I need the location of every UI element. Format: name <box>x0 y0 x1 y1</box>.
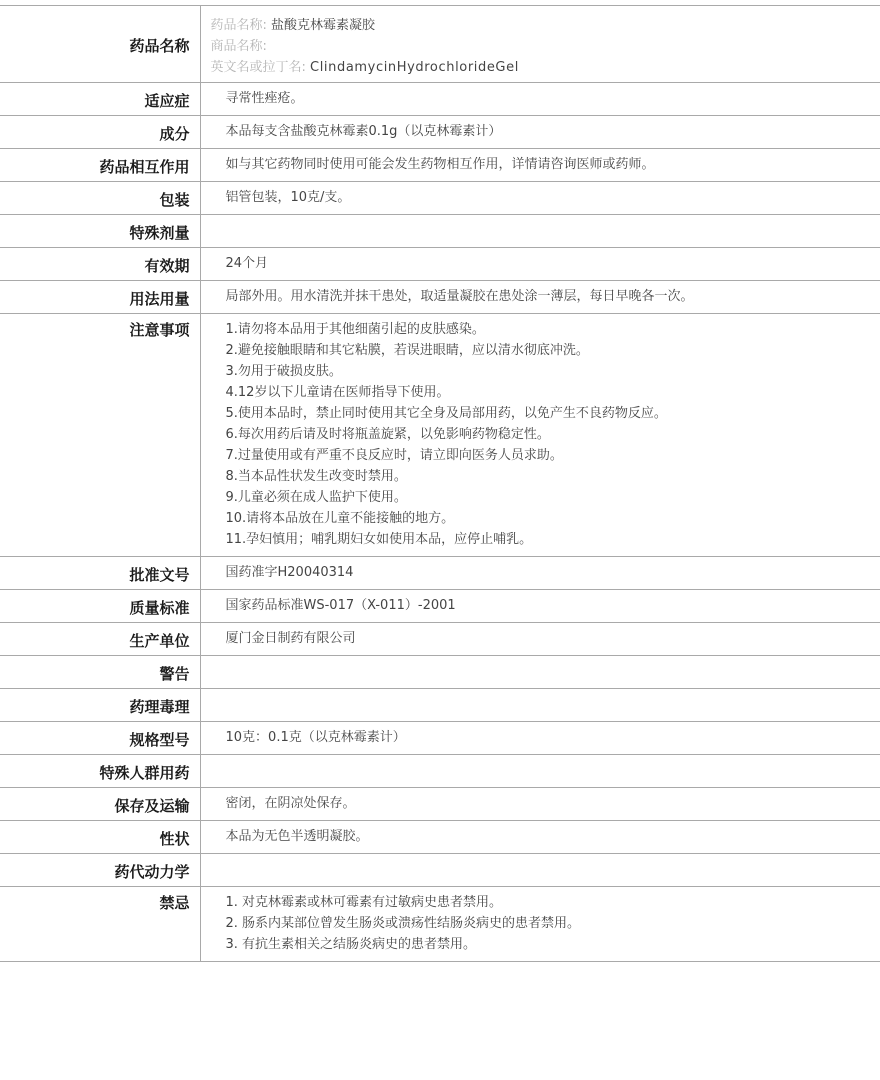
precaution-item: 9.儿童必须在成人监护下使用。 <box>225 490 407 505</box>
row-value: 本品每支含盐酸克林霉素0.1g（以克林霉素计） <box>200 116 880 149</box>
precaution-item: 8.当本品性状发生改变时禁用。 <box>225 469 407 484</box>
row-specification <box>0 722 880 755</box>
precaution-item: 11.孕妇慎用；哺乳期妇女如使用本品，应停止哺乳。 <box>225 532 533 547</box>
contraindication-item: 3. 有抗生素相关之结肠炎病史的患者禁用。 <box>225 937 477 952</box>
row-value: 铝管包装，10克/支。 <box>200 182 880 215</box>
row-drug-name <box>0 6 880 83</box>
row-description <box>0 821 880 854</box>
row-value: 本品为无色半透明凝胶。 <box>200 821 880 854</box>
row-value <box>200 215 880 248</box>
drug-spec-table <box>0 5 880 962</box>
row-storage <box>0 788 880 821</box>
row-pharmacology <box>0 689 880 722</box>
precaution-item: 3.勿用于破损皮肤。 <box>225 364 342 379</box>
english-name-line <box>211 57 880 78</box>
precaution-item: 7.过量使用或有严重不良反应时，请立即向医务人员求助。 <box>225 448 563 463</box>
row-value: 寻常性痤疮。 <box>200 83 880 116</box>
row-ingredients <box>0 116 880 149</box>
row-label: 有效期 <box>0 248 200 281</box>
english-name-label: 英文名或拉丁名: <box>210 60 306 75</box>
row-value: 局部外用。用水清洗并抹干患处，取适量凝胶在患处涂一薄层，每日早晚各一次。 <box>200 281 880 314</box>
row-value: 密闭，在阴凉处保存。 <box>200 788 880 821</box>
row-quality-standard <box>0 590 880 623</box>
row-label: 药代动力学 <box>0 854 200 887</box>
row-label: 用法用量 <box>0 281 200 314</box>
row-value: 10克：0.1克（以克林霉素计） <box>200 722 880 755</box>
precaution-item: 4.12岁以下儿童请在医师指导下使用。 <box>225 385 450 400</box>
row-label: 药理毒理 <box>0 689 200 722</box>
row-label: 包装 <box>0 182 200 215</box>
generic-name-line <box>211 15 880 36</box>
row-value <box>200 6 880 83</box>
row-precautions <box>0 314 880 557</box>
row-label: 注意事项 <box>0 314 200 557</box>
row-usage-dosage <box>0 281 880 314</box>
row-special-dosage <box>0 215 880 248</box>
row-manufacturer <box>0 623 880 656</box>
row-value: 如与其它药物同时使用可能会发生药物相互作用，详情请咨询医师或药师。 <box>200 149 880 182</box>
row-label: 警告 <box>0 656 200 689</box>
generic-name-label: 药品名称: <box>210 18 267 33</box>
row-label: 生产单位 <box>0 623 200 656</box>
english-name-value: ClindamycinHydrochlorideGel <box>310 60 519 75</box>
row-interactions <box>0 149 880 182</box>
row-label: 特殊剂量 <box>0 215 200 248</box>
row-label: 禁忌 <box>0 887 200 962</box>
row-value: 国药准字H20040314 <box>200 557 880 590</box>
precaution-item: 5.使用本品时，禁止同时使用其它全身及局部用药，以免产生不良药物反应。 <box>225 406 667 421</box>
row-label: 质量标准 <box>0 590 200 623</box>
trade-name-label: 商品名称: <box>210 39 267 54</box>
row-label: 批准文号 <box>0 557 200 590</box>
row-value <box>200 887 880 962</box>
trade-name-line <box>211 36 880 57</box>
row-value <box>200 854 880 887</box>
row-value <box>200 656 880 689</box>
row-value: 国家药品标准WS-017（X-011）-2001 <box>200 590 880 623</box>
row-contraindications <box>0 887 880 962</box>
row-label: 性状 <box>0 821 200 854</box>
row-value <box>200 755 880 788</box>
contraindication-item: 1. 对克林霉素或林可霉素有过敏病史患者禁用。 <box>225 895 503 910</box>
contraindication-item: 2. 肠系内某部位曾发生肠炎或溃疡性结肠炎病史的患者禁用。 <box>225 916 581 931</box>
row-label: 规格型号 <box>0 722 200 755</box>
row-label: 成分 <box>0 116 200 149</box>
row-label: 适应症 <box>0 83 200 116</box>
precaution-item: 10.请将本品放在儿童不能接触的地方。 <box>225 511 455 526</box>
row-label: 药品名称 <box>0 6 200 83</box>
row-label: 药品相互作用 <box>0 149 200 182</box>
row-packaging <box>0 182 880 215</box>
row-label: 保存及运输 <box>0 788 200 821</box>
generic-name-value: 盐酸克林霉素凝胶 <box>271 18 376 33</box>
row-value: 厦门金日制药有限公司 <box>200 623 880 656</box>
row-value: 24个月 <box>200 248 880 281</box>
row-pharmacokinetics <box>0 854 880 887</box>
row-warning <box>0 656 880 689</box>
row-value <box>200 314 880 557</box>
row-value <box>200 689 880 722</box>
precaution-item: 2.避免接触眼睛和其它粘膜，若误进眼睛，应以清水彻底冲洗。 <box>225 343 589 358</box>
row-special-populations <box>0 755 880 788</box>
row-label: 特殊人群用药 <box>0 755 200 788</box>
precaution-item: 6.每次用药后请及时将瓶盖旋紧，以免影响药物稳定性。 <box>225 427 550 442</box>
precaution-item: 1.请勿将本品用于其他细菌引起的皮肤感染。 <box>225 322 485 337</box>
row-indications <box>0 83 880 116</box>
row-approval-number <box>0 557 880 590</box>
row-shelf-life <box>0 248 880 281</box>
